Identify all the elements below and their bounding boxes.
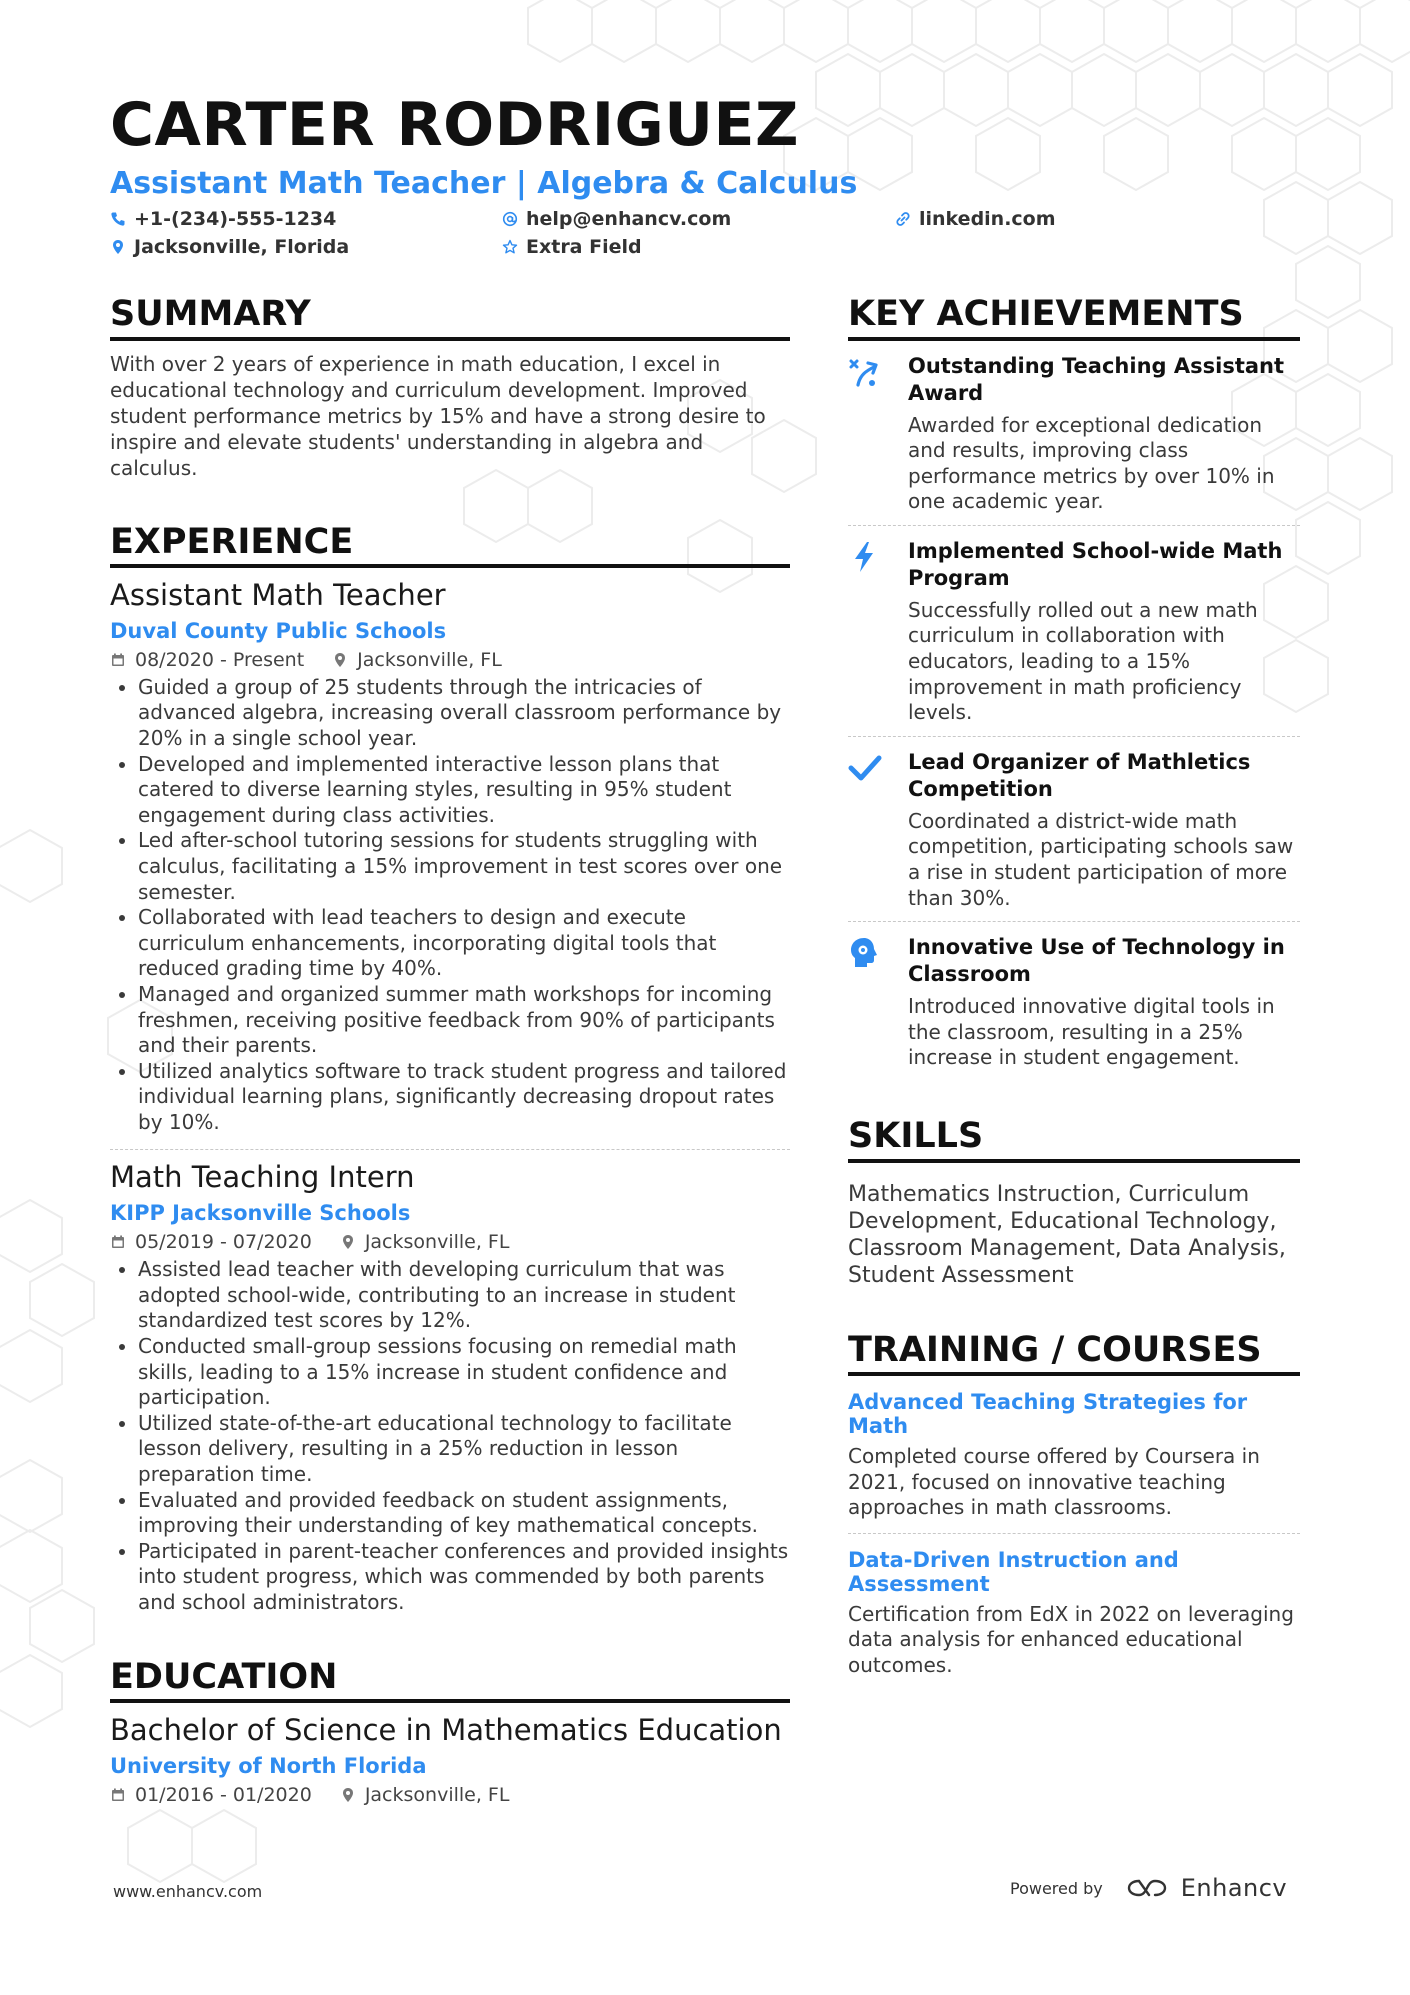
location-text: Jacksonville, Florida <box>134 235 350 258</box>
achievement-desc: Successfully rolled out a new math curriculum in collaboration with educators, leading to a 15% improvement in math proficiency levels. <box>908 597 1258 725</box>
job-dates: 05/2019 - 07/2020 <box>135 1231 312 1254</box>
divider <box>848 1533 1300 1534</box>
at-icon <box>502 211 518 227</box>
enhancv-logo[interactable] <box>1125 1874 1287 1902</box>
candidate-name: CARTER RODRIGUEZ <box>110 90 799 160</box>
skills-title: SKILLS <box>848 1117 1300 1163</box>
phone-text: +1-(234)-555-1234 <box>134 207 337 230</box>
achievements-title: KEY ACHIEVEMENTS <box>848 295 1300 341</box>
experience-title: EXPERIENCE <box>110 523 790 569</box>
job-entry <box>110 578 790 1135</box>
lightning-icon <box>848 540 882 574</box>
left-column <box>110 295 790 1806</box>
star-icon <box>502 239 518 255</box>
education-dates: 01/2016 - 01/2020 <box>135 1783 312 1806</box>
achievement-item <box>848 525 1300 736</box>
course-title: Advanced Teaching Strategies for Math <box>848 1390 1248 1438</box>
education-location: Jacksonville, FL <box>364 1783 510 1806</box>
divider <box>110 1149 790 1150</box>
job-entry <box>110 1160 790 1615</box>
list-item: • Evaluated and provided feedback on student assignments, improving their understanding of key mathematical concepts. <box>138 1488 790 1539</box>
achievement-item <box>848 341 1300 525</box>
list-item: • Collaborated with lead teachers to design and execute curriculum enhancements, incorporating digital tools that reduced grading time by 40%. <box>138 905 790 982</box>
list-item: • Developed and implemented interactive lesson plans that catered to diverse learning styles, resulting in 95% student engagement during class activities. <box>138 752 790 829</box>
job-bullets <box>110 1257 790 1615</box>
job-company: KIPP Jacksonville Schools <box>110 1201 411 1226</box>
job-title: Assistant Math Teacher <box>110 578 446 612</box>
summary-text: With over 2 years of experience in math education, I excel in educational technology and curriculum development. Improved student performance metrics by 15% and have a strong desire to inspire and elevate students' understanding in algebra and calculus. <box>110 351 766 480</box>
extra-text: Extra Field <box>526 235 642 258</box>
brand-name: Enhancv <box>1180 1874 1288 1902</box>
list-item: • Participated in parent-teacher conferences and provided insights into student progress, which was commended by both parents and school administrators. <box>138 1539 790 1616</box>
job-meta <box>110 1231 790 1253</box>
course-desc: Certification from EdX in 2022 on leveraging data analysis for enhanced educational outcomes. <box>848 1601 1294 1677</box>
calendar-icon <box>110 1787 126 1803</box>
phone-icon <box>110 211 126 227</box>
achievement-item <box>848 921 1300 1081</box>
location-pin-icon <box>332 652 348 668</box>
achievement-title: Innovative Use of Technology in Classroom <box>908 935 1285 987</box>
location-pin-icon <box>340 1234 356 1250</box>
job-location: Jacksonville, FL <box>357 648 502 671</box>
link-icon <box>895 211 911 227</box>
summary-title: SUMMARY <box>110 295 790 341</box>
job-company: Duval County Public Schools <box>110 618 447 643</box>
list-item: • Guided a group of 25 students through the intricacies of advanced algebra, increasing overall classroom performance by 20% in a single school year. <box>138 675 790 752</box>
skills-text: Mathematics Instruction, Curriculum Development, Educational Technology, Classroom Management, Data Analysis, Student Assessment <box>848 1181 1286 1288</box>
achievement-desc: Awarded for exceptional dedication and results, improving class performance metrics by over 10% in one academic year. <box>908 412 1275 514</box>
location-pin-icon <box>110 239 126 255</box>
list-item: • Conducted small-group sessions focusing on remedial math skills, leading to a 15% increase in student confidence and participation. <box>138 1334 790 1411</box>
contact-linkedin[interactable] <box>895 208 1056 230</box>
summary-section <box>110 295 790 481</box>
footer-website[interactable]: www.enhancv.com <box>113 1882 263 1901</box>
skills-section <box>848 1117 1300 1289</box>
list-item: • Assisted lead teacher with developing curriculum that was adopted school-wide, contributing to an increase in student standardized test scores by 12%. <box>138 1257 790 1334</box>
strategy-icon <box>848 355 882 389</box>
achievement-item <box>848 736 1300 921</box>
contact-phone[interactable] <box>110 208 336 230</box>
training-section <box>848 1331 1300 1679</box>
education-section <box>110 1658 790 1806</box>
education-title: EDUCATION <box>110 1658 790 1704</box>
list-item: • Utilized analytics software to track student progress and tailored individual learning plans, significantly decreasing dropout rates by 10%. <box>138 1059 790 1136</box>
achievement-title: Implemented School-wide Math Program <box>908 538 1283 590</box>
list-item: • Managed and organized summer math workshops for incoming freshmen, receiving positive feedback from 90% of participants and their parents. <box>138 982 790 1059</box>
achievement-desc: Introduced innovative digital tools in the classroom, resulting in a 25% increase in student engagement. <box>908 994 1275 1070</box>
right-column <box>848 295 1300 1679</box>
candidate-role: Assistant Math Teacher | Algebra & Calculus <box>110 166 858 201</box>
achievement-desc: Coordinated a district-wide math competition, participating schools saw a rise in student participation of more than 30%. <box>908 808 1294 910</box>
head-gear-icon <box>848 936 882 970</box>
job-bullets <box>110 675 790 1136</box>
achievement-title: Lead Organizer of Mathletics Competition <box>908 749 1251 801</box>
location-pin-icon <box>340 1787 356 1803</box>
resume-page <box>110 90 1300 1806</box>
training-title: TRAINING / COURSES <box>848 1331 1300 1377</box>
enhancv-logo-icon <box>1125 1876 1169 1900</box>
contact-email[interactable] <box>502 208 731 230</box>
job-dates: 08/2020 - Present <box>135 648 305 671</box>
calendar-icon <box>110 652 126 668</box>
job-title: Math Teaching Intern <box>110 1160 415 1195</box>
contact-location <box>110 236 349 258</box>
degree-title: Bachelor of Science in Mathematics Education <box>110 1713 782 1748</box>
contact-info <box>110 208 1300 268</box>
list-item: • Led after-school tutoring sessions for students struggling with calculus, facilitating a 15% improvement in test scores over one semester. <box>138 828 790 905</box>
job-meta <box>110 649 790 671</box>
achievements-section <box>848 295 1300 1081</box>
course-title: Data-Driven Instruction and Assessment <box>848 1547 1179 1596</box>
calendar-icon <box>110 1234 126 1250</box>
email-text: help@enhancv.com <box>526 207 732 230</box>
job-location: Jacksonville, FL <box>364 1231 510 1254</box>
checkmark-icon <box>848 751 882 785</box>
linkedin-text: linkedin.com <box>919 207 1056 230</box>
course-desc: Completed course offered by Coursera in 2021, focused on innovative teaching approaches in math classrooms. <box>848 1444 1260 1520</box>
powered-by-text: Powered by <box>1010 1878 1103 1898</box>
list-item: • Utilized state-of-the-art educational technology to facilitate lesson delivery, resulting in a 25% reduction in lesson preparation time. <box>138 1411 790 1488</box>
achievement-title: Outstanding Teaching Assistant Award <box>908 353 1285 405</box>
footer-brand <box>1010 1874 1287 1902</box>
contact-extra <box>502 236 642 258</box>
school-name: University of North Florida <box>110 1753 427 1778</box>
experience-section <box>110 523 790 1616</box>
education-meta <box>110 1784 790 1806</box>
